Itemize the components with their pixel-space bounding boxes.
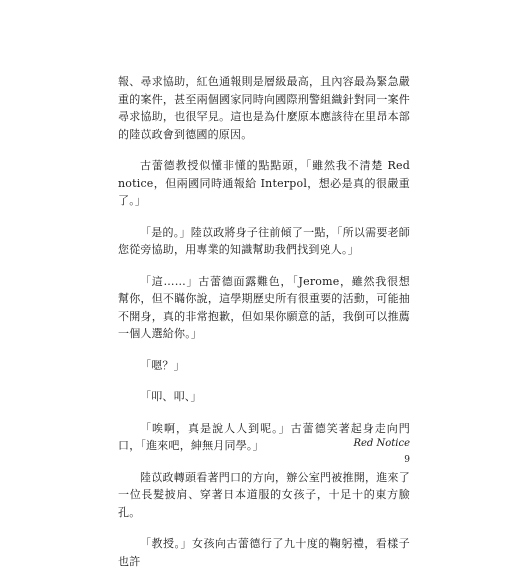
running-footer-title: Red Notice xyxy=(353,438,410,449)
paragraph-9: 「教授。」女孩向古蕾德行了九十度的鞠躬禮，看樣子也許 xyxy=(118,537,410,568)
paragraph-7: 「唉啊，真是說人人到呢。」古蕾德笑著起身走向門口，「進來吧，紳無月同學。」 xyxy=(118,421,410,452)
paragraph-6: 「叩、叩、」 xyxy=(140,390,202,403)
paragraph-8: 陸苡政轉頭看著門口的方向，辦公室門被推開，進來了一位長髮披肩、穿著日本道服的女孩子，十足十的東方臉孔。 xyxy=(118,470,410,519)
paragraph-1: 報、尋求協助，紅色通報則是層級最高，且內容最為緊急嚴重的案件，甚至兩個國家同時向國際刑警組織針對同一案件尋求協助，也很罕見。這也是為什麼原本應該待在里昂本部的陸苡政會到德國的原因。 xyxy=(118,75,410,141)
body-text xyxy=(118,73,410,584)
paragraph-4: 「這……」古蕾德面露難色，「Jerome，雖然我很想幫你，但不瞞你說，這學期歷史所有很重要的活動，可能抽不開身，真的非常抱歉，但如果你願意的話，我倒可以推薦一個人選給你。」 xyxy=(118,274,410,340)
paragraph-3: 「是的。」陸苡政將身子往前傾了一點，「所以需要老師您從旁協助，用專業的知識幫助我們找到兇人。」 xyxy=(118,225,410,256)
paragraph-5: 「嗯？」 xyxy=(140,358,185,372)
page-number: 9 xyxy=(404,455,410,465)
paragraph-2: 古蕾德教授似懂非懂的點點頭，「雖然我不清楚 Red notice，但兩國同時通報給 Interpol，想必是真的很嚴重了。」 xyxy=(118,159,410,207)
